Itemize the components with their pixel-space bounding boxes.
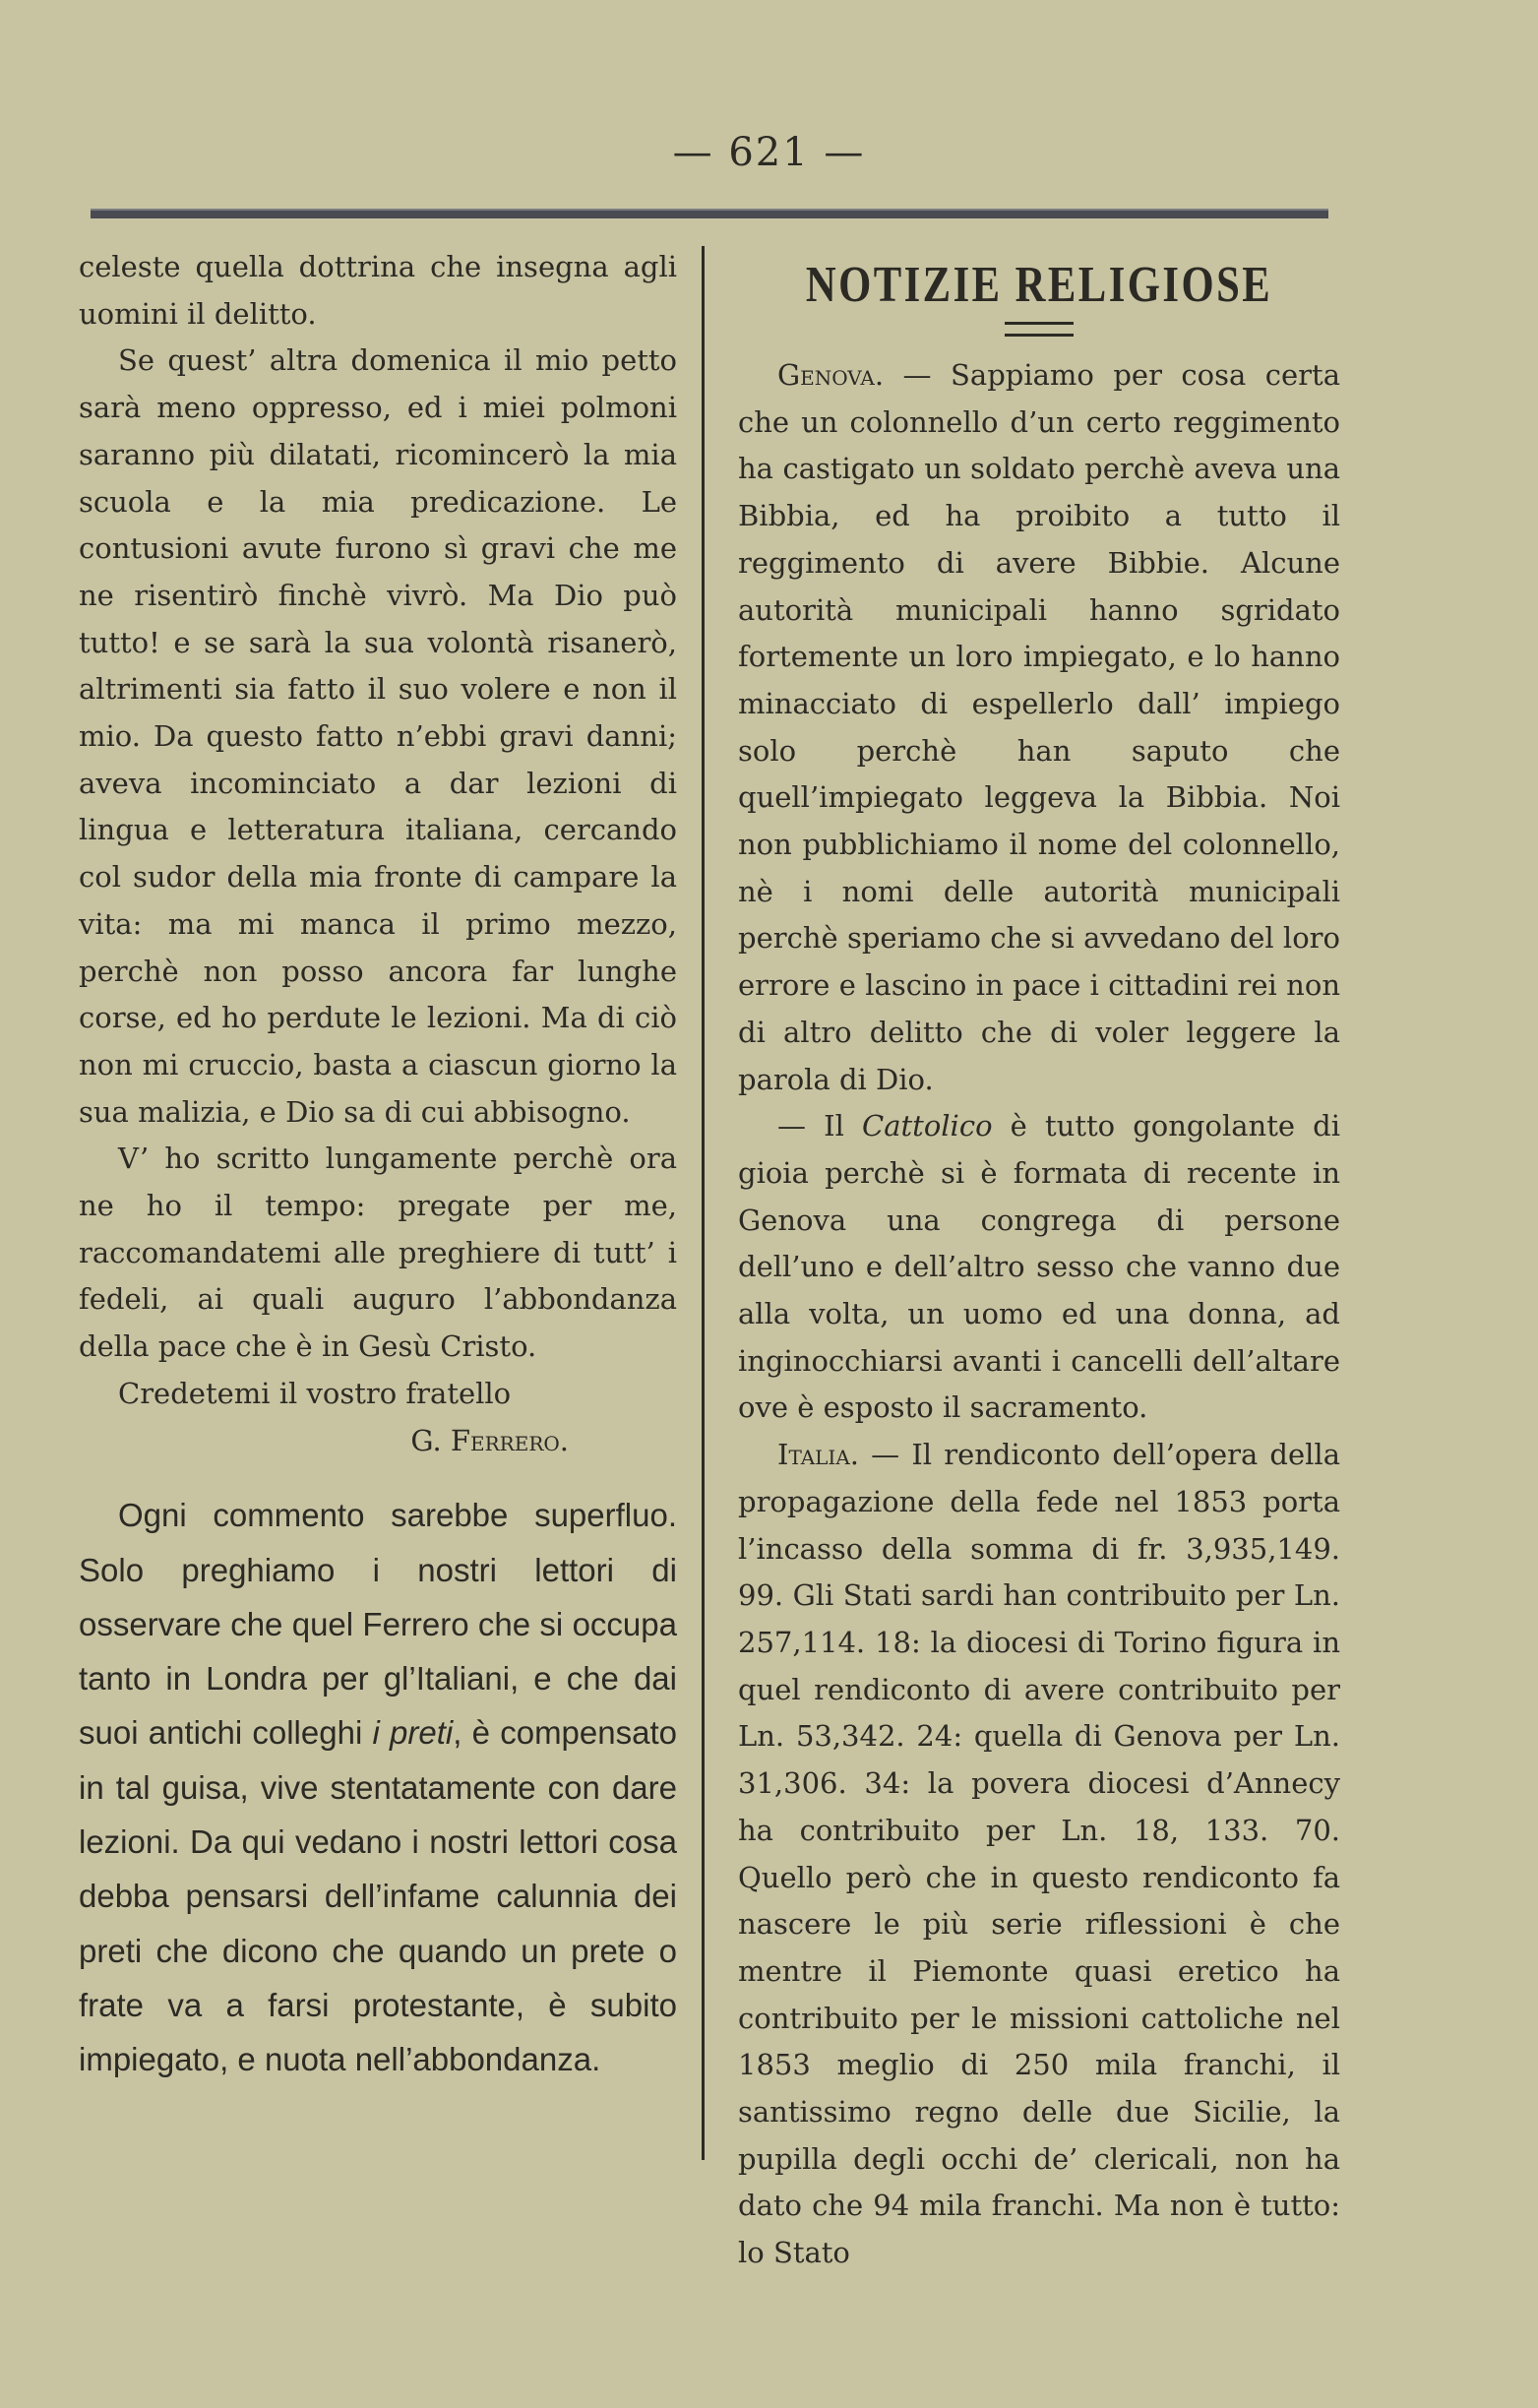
cattolico-italic: Cattolico bbox=[862, 1109, 993, 1143]
letter-paragraph-3: V’ ho scritto lungamente perchè ora ne ho il tempo: pregate per me, raccomandatemi alle preghiere di tutt’ i fedeli, ai quali auguro l’abbondanza della pace che è in Gesù Cristo. bbox=[79, 1142, 677, 1364]
right-column bbox=[738, 244, 1340, 2277]
italia-text: — Il rendiconto dell’opera della propagazione della fede nel 1853 porta l’incasso della somma di fr. 3,935,149. 99. Gli Stati sardi han contribuito per Ln. 257,114. 18: la diocesi di Torino figura in quel rendiconto di avere contribuito per Ln. 53,342. 24: quella di Genova per Ln. 31,306. 34: la povera diocesi d’Annecy ha contribuito per Ln. 18, 133. 70. Quello però che in questo rendiconto fa nascere le più serie riflessioni è che mentre il Piemonte quasi eretico ha contribuito per le missioni cattoliche nel 1853 meglio di 250 mila franchi, il santissimo regno delle due Sicilie, la pupilla degli occhi de’ clericali, non ha dato che 94 mila franchi. Ma non è tutto: lo Stato bbox=[738, 1438, 1340, 2270]
cattolico-text-b: è tutto gongolante di gioia perchè si è formata di recente in Genova una congrega di persone dell’uno e dell’altro sesso che vanno due alla volta, un uomo ed una donna, ad inginocchiarsi avanti i cancelli dell’altare ove è esposto il sacramento. bbox=[738, 1109, 1340, 1425]
news-cattolico bbox=[738, 1103, 1340, 1432]
italia-label: Italia. bbox=[777, 1438, 859, 1472]
page-number: — 621 — bbox=[672, 130, 866, 175]
genova-label: Genova. bbox=[777, 358, 885, 392]
letter-signature: G. Ferrero. bbox=[410, 1423, 569, 1457]
commentary-text-a: Ogni commento sarebbe superfluo. Solo preghiamo i nostri lettori di osservare che quel Ferrero che si occupa tanto in Londra per gl’Italiani, e che dai suoi antichi colleghi bbox=[79, 1497, 677, 1752]
commentary-italic: i preti bbox=[372, 1714, 454, 1752]
left-column bbox=[79, 244, 677, 2087]
news-italia bbox=[738, 1432, 1340, 2277]
column-divider bbox=[702, 246, 705, 2160]
editorial-commentary bbox=[79, 1488, 677, 2086]
title-double-rule bbox=[1005, 322, 1074, 337]
genova-text: — Sappiamo per cosa certa che un colonnello d’un certo reggimento ha castigato un soldato perchè aveva una Bibbia, ed ha proibito a tutto il reggimento di avere Bibbie. Alcune autorità municipali hanno sgridato fortemente un loro impiegato, e lo hanno minacciato di espellerlo dall’ impiego solo perchè han saputo che quell’impiegato leggeva la Bibbia. Noi non pubblichiamo il nome del colonnello, nè i nomi delle autorità municipali perchè speriamo che si avvedano del loro errore e lascino in pace i cittadini rei non di altro delitto che di voler leggere la parola di Dio. bbox=[738, 358, 1340, 1096]
letter-closing: Credetemi il vostro fratello bbox=[118, 1376, 512, 1410]
header-rule bbox=[91, 209, 1328, 218]
letter-paragraph-1: celeste quella dottrina che insegna agli uomini il delitto. bbox=[79, 250, 677, 331]
news-genova bbox=[738, 352, 1340, 1103]
commentary-text-b: , è compensato in tal guisa, vive stentatamente con dare lezioni. Da qui vedano i nostri lettori cosa debba pensarsi dell’infame calunnia dei preti che dicono che quando un prete o frate va a farsi protestante, è subito impiegato, e nuota nell’abbondanza. bbox=[79, 1714, 677, 2078]
section-title: NOTIZIE RELIGIOSE bbox=[805, 257, 1273, 313]
letter-paragraph-2: Se quest’ altra domenica il mio petto sarà meno oppresso, ed i miei polmoni saranno più dilatati, ricomincerò la mia scuola e la mia predicazione. Le contusioni avute furono sì gravi che me ne risentirò finchè vivrò. Ma Dio può tutto! e se sarà la sua volontà risanerò, altrimenti sia fatto il suo volere e non il mio. Da questo fatto n’ebbi gravi danni; aveva incominciato a dar lezioni di lingua e letteratura italiana, cercando col sudor della mia fronte di campare la vita: ma mi manca il primo mezzo, perchè non posso ancora far lunghe corse, ed ho perdute le lezioni. Ma di ciò non mi cruccio, basta a ciascun giorno la sua malizia, e Dio sa di cui abbisogno. bbox=[79, 343, 677, 1129]
cattolico-text-a: — Il bbox=[777, 1109, 863, 1143]
